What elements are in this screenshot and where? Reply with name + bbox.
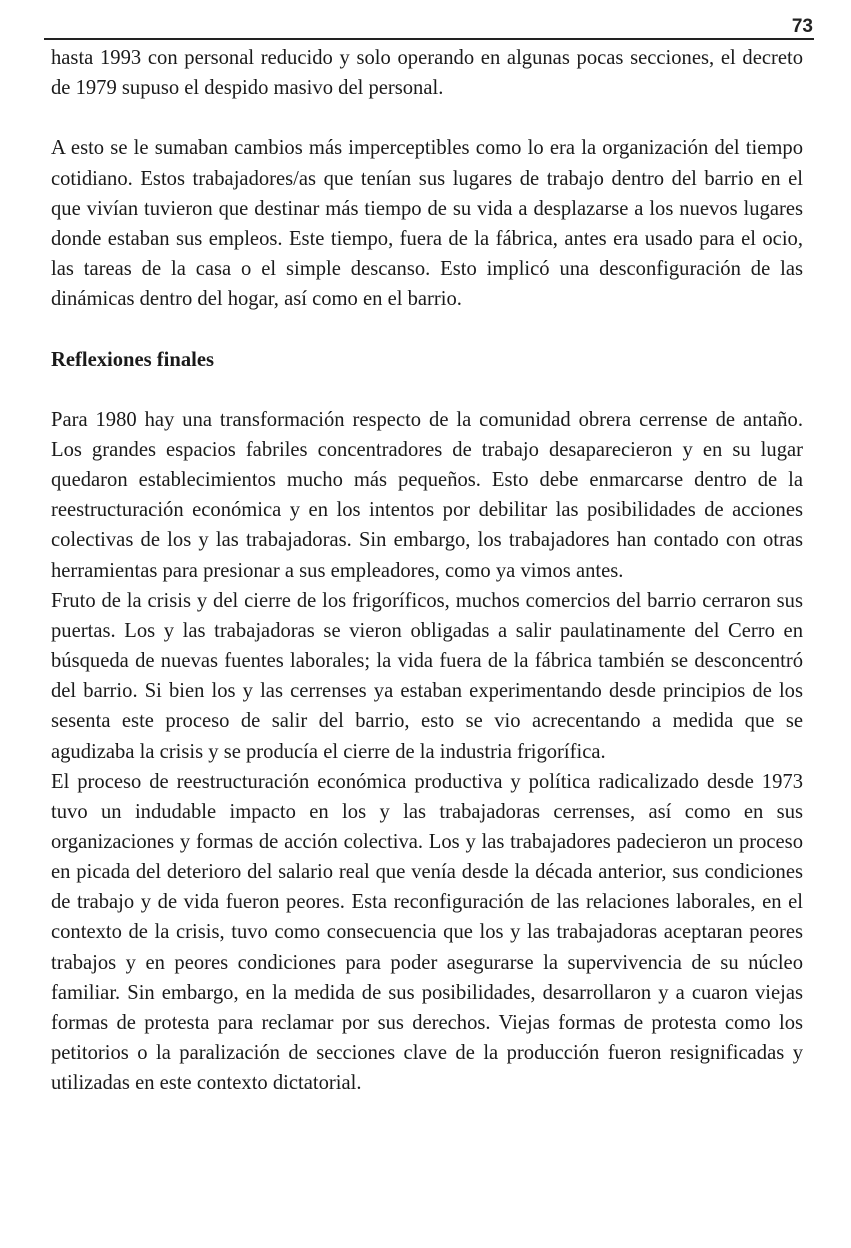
paragraph-gap: [51, 314, 803, 344]
header-rule: [44, 38, 814, 40]
paragraph-gap: [51, 375, 803, 405]
paragraph-daily-time: A esto se le sumaban cambios más imperceptibles como lo era la organización del tiempo cotidiano. Estos trabajadores/as que tenían sus lugares de trabajo dentro del barrio en el que vivían tuvieron que destinar más tiempo de su vida a desplazarse a los nuevos lugares donde estaban sus empleos. Este tiempo, fuera de la fábrica, antes era usado para el ocio, las tareas de la casa o el simple descanso. Esto implicó una desconfiguración de las dinámicas dentro del hogar, así como en el barrio.: [51, 137, 803, 311]
paragraph-transformation: Para 1980 hay una transformación respecto de la comunidad obrera cerrense de antaño. Los grandes espacios fabriles concentradores de trabajo desaparecieron y en su lugar quedaron establecimientos mucho más pequeños. Esto debe enmarcarse dentro de la reestructuración económica y en los intentos por debilitar las posibilidades de acciones colectivas de los y las trabajadoras. Sin embargo, los trabajadores han contado con otras herramientas para presionar a sus empleadores, como ya vimos antes.: [51, 408, 803, 582]
paragraph-crisis: Fruto de la crisis y del cierre de los frigoríficos, muchos comercios del barrio cerraron sus puertas. Los y las trabajadoras se vieron obligadas a salir paulatinamente del Cerro en búsqueda de nuevas fuentes laborales; la vida fuera de la fábrica también se desconcentró del barrio. Si bien los y las cerrenses ya estaban experimentando desde principios de los sesenta este proceso de salir del barrio, esto se vio acrecentando a medida que se agudizaba la crisis y se producía el cierre de la industria frigorífica.: [51, 589, 803, 763]
section-heading: Reflexiones finales: [51, 348, 215, 371]
page-body: [51, 43, 803, 1098]
paragraph-restructuring: El proceso de reestructuración económica productiva y política radicalizado desde 1973 tuvo un indudable impacto en los y las trabajadoras cerrenses, así como en sus organizaciones y formas de acción colectiva. Los y las trabajadores padecieron un proceso en picada del deterioro del salario real que venía desde la década anterior, sus condiciones de trabajo y de vida fueron peores. Esta reconfiguración de las relaciones laborales, en el contexto de la crisis, tuvo como consecuencia que los y las trabajadoras aceptaran peores trabajos y en peores condiciones para poder asegurarse la supervivencia de su núcleo familiar. Sin embargo, en la medida de sus posibilidades, desarrollaron y a cuaron viejas formas de protesta para reclamar por sus derechos. Viejas formas de protesta como los petitorios o la paralización de secciones clave de la producción fueron resignificadas y utilizadas en este contexto dictatorial.: [51, 770, 803, 1095]
paragraph-continuation: hasta 1993 con personal reducido y solo operando en algunas pocas secciones, el decreto de 1979 supuso el despido masivo del personal.: [51, 47, 803, 100]
paragraph-gap: [51, 103, 803, 133]
page-number: 73: [791, 16, 813, 37]
